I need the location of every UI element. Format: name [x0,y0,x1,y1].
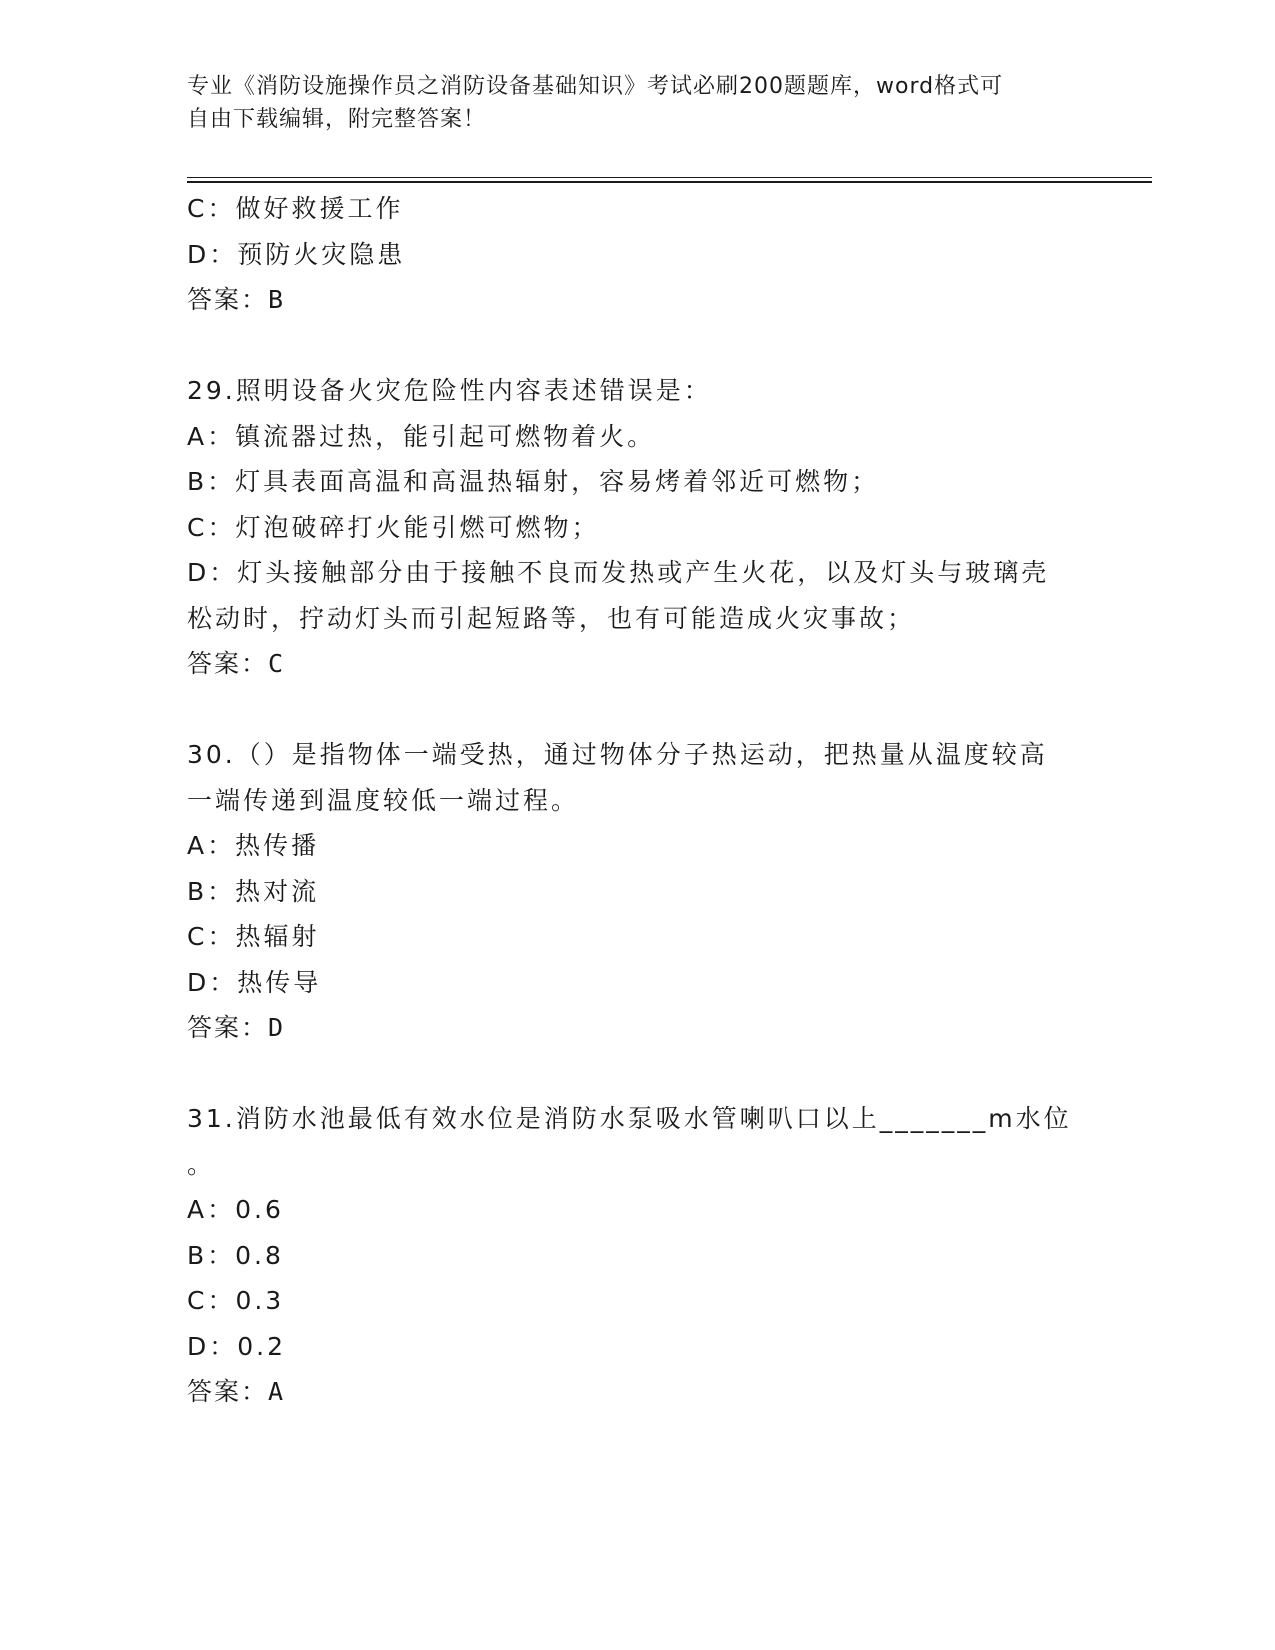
option-d-continued: 松动时，拧动灯头而引起短路等，也有可能造成火灾事故； [187,603,916,633]
option-c: C：0.3 [187,1286,285,1315]
option-d: D：热传导 [187,967,322,997]
option-d: D：灯头接触部分由于接触不良而发热或产生火花，以及灯头与玻璃壳 [187,558,1050,587]
question-block-29 [187,368,1087,687]
question-stem: 31.消防水池最低有效水位是消防水泵吸水管喇叭口以上_______m水位 [187,1104,1072,1133]
question-block-30 [187,732,1087,1051]
document-header [187,70,1087,136]
header-divider-thick [187,181,1152,183]
spacer [187,323,1087,369]
question-block-31 [187,1096,1087,1415]
question-stem-continued: 。 [187,1149,216,1179]
question-list [187,186,1087,1415]
option-b: B：0.8 [187,1240,284,1270]
spacer [187,687,1087,733]
header-title-line-2: 自由下载编辑，附完整答案！ [187,107,487,132]
question-stem-continued: 一端传递到温度较低一端过程。 [187,785,580,815]
answer-line: 答案：C [187,649,286,678]
option-c: C：热辐射 [187,922,320,951]
question-stem: 29.照明设备火灾危险性内容表述错误是： [187,376,712,405]
option-d: D：预防火灾隐患 [187,239,406,269]
option-d: D：0.2 [187,1331,287,1361]
option-c: C：做好救援工作 [187,194,404,223]
option-a: A：热传播 [187,831,320,860]
option-b: B：热对流 [187,876,320,906]
answer-line: 答案：B [187,285,286,314]
answer-line: 答案：A [187,1377,286,1406]
option-a: A：0.6 [187,1195,284,1224]
option-c: C：灯泡破碎打火能引燃可燃物； [187,512,600,542]
option-b: B：灯具表面高温和高温热辐射，容易烤着邻近可燃物； [187,467,880,496]
option-a: A：镇流器过热，能引起可燃物着火。 [187,421,656,451]
header-divider-thin [187,177,1152,178]
question-stem: 30.（）是指物体一端受热，通过物体分子热运动，把热量从温度较高 [187,740,1048,769]
header-title-line-1: 专业《消防设施操作员之消防设备基础知识》考试必刷200题题库，word格式可 [187,74,1004,99]
answer-line: 答案：D [187,1013,286,1042]
question-block-28-continued [187,186,1087,323]
spacer [187,1051,1087,1097]
